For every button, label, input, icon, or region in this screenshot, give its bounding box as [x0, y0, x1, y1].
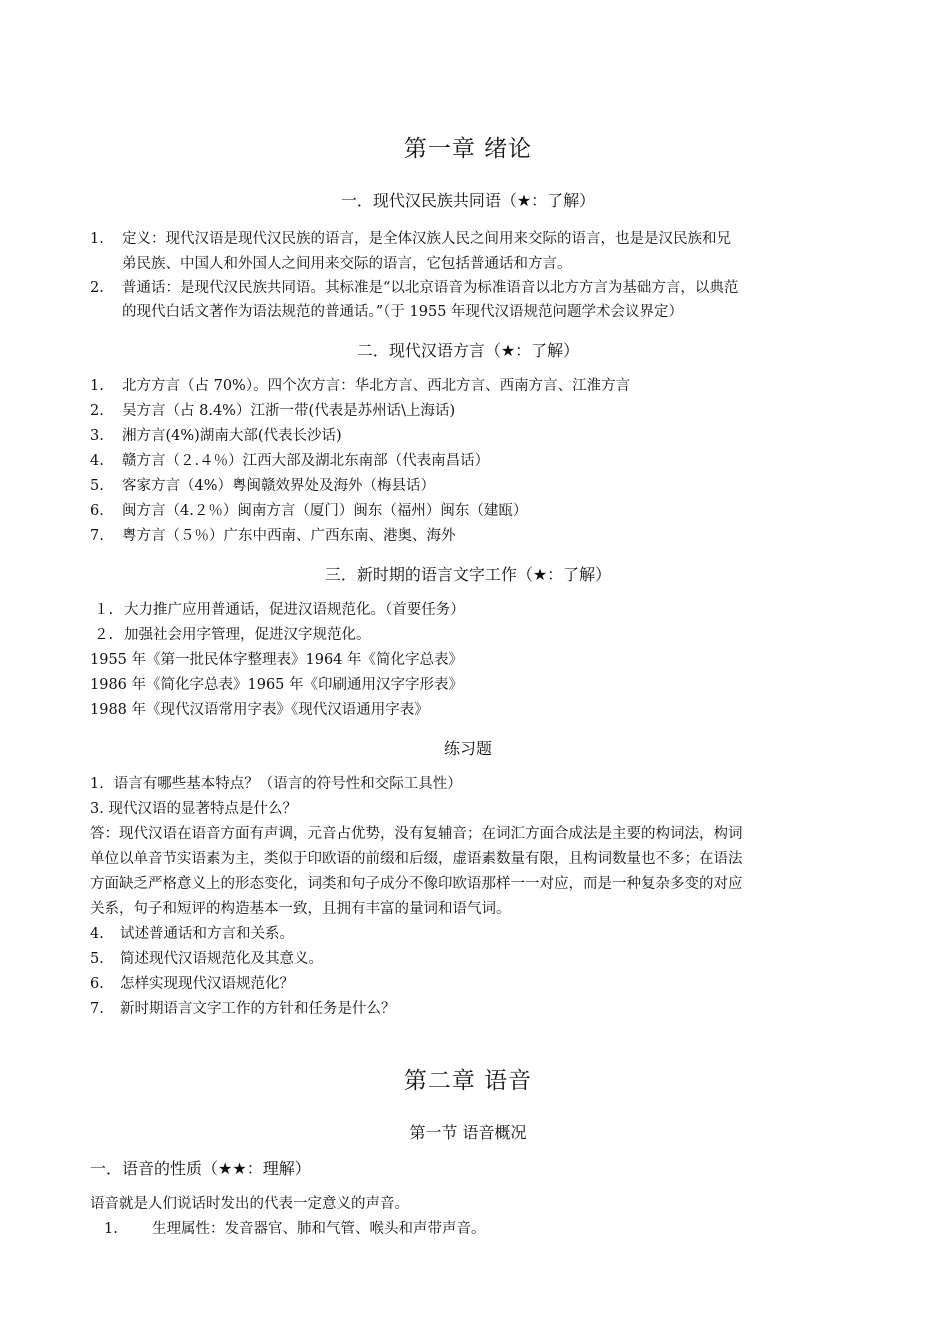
item-number: ２. — [94, 627, 114, 643]
item-text: 普通话：是现代汉民族共同语。其标准是“以北京语音为标准语音以北方方言为基础方言，以典范 — [122, 280, 739, 296]
chapter-1-title: 第一章 绪论 — [403, 136, 533, 162]
item-number: 6. — [90, 976, 104, 992]
item-number: 1. — [90, 231, 104, 247]
item-number: 7. — [90, 528, 104, 544]
item-number: 5. — [90, 478, 104, 494]
intro-text: 语音就是人们说话时发出的代表一定意义的声音。 — [90, 1196, 409, 1212]
item-number: 1. — [104, 1221, 118, 1237]
item-continuation: 的现代白话文著作为语法规范的普通话。”（于 1955 年现代汉语规范问题学术会议界定） — [122, 304, 684, 320]
item-number: 2. — [90, 280, 104, 296]
list-item — [94, 623, 371, 648]
list-item — [90, 449, 489, 474]
subsection-title: 一．语音的性质（★★：理解） — [90, 1159, 311, 1178]
list-item — [104, 1217, 486, 1242]
item-number: 4. — [90, 453, 104, 469]
item-text: 定义：现代汉语是现代汉民族的语言，是全体汉族人民之间用来交际的语言，也是是汉民族和兄 — [122, 231, 731, 247]
exercise-question — [90, 972, 294, 997]
item-text: 闽方言（4.２％）闽南方言（厦门）闽东（福州）闽东（建瓯） — [122, 503, 528, 519]
item-text: 简述现代汉语规范化及其意义。 — [120, 951, 323, 967]
item-number: 6. — [90, 503, 104, 519]
item-number: 7. — [90, 1001, 104, 1017]
list-item — [90, 424, 342, 449]
answer-line: 关系，句子和短评的构造基本一致，且拥有丰富的量词和语气词。 — [90, 901, 511, 917]
item-number: １. — [94, 602, 114, 618]
list-item — [90, 399, 455, 424]
item-number: 4. — [90, 926, 104, 942]
section-3-title: 三．新时期的语言文字工作（★：了解） — [324, 565, 612, 584]
list-item — [90, 227, 731, 252]
answer-line: 答：现代汉语在语音方面有声调，元音占优势，没有复辅音；在词汇方面合成法是主要的构词法，构词 — [90, 826, 743, 842]
list-item — [90, 276, 738, 301]
item-number: 5. — [90, 951, 104, 967]
list-item — [90, 474, 435, 499]
item-text: 客家方言（4%）粤闽赣效界处及海外（梅县话） — [122, 478, 436, 494]
exercise-question — [90, 947, 323, 972]
item-continuation: 弟民族、中国人和外国人之间用来交际的语言，它包括普通话和方言。 — [122, 256, 572, 272]
note-line: 1988 年《现代汉语常用字表》《现代汉语通用字表》 — [90, 702, 429, 718]
list-item — [94, 598, 465, 623]
note-line: 1986 年《简化字总表》1965 年《印刷通用汉字字形表》 — [90, 677, 464, 693]
item-text: 试述普通话和方言和关系。 — [120, 926, 294, 942]
item-text: 加强社会用字管理，促进汉字规范化。 — [124, 627, 371, 643]
item-number: 3. — [90, 428, 104, 444]
item-text: 赣方言（２.４％）江西大部及湖北东南部（代表南昌话） — [122, 453, 490, 469]
item-text: 粤方言（５％）广东中西南、广西东南、港奥、海外 — [122, 528, 456, 544]
item-text: 吴方言（占 8.4%）江浙一带(代表是苏州话\上海话) — [122, 403, 456, 419]
item-number: 1. — [90, 378, 104, 394]
exercise-question — [90, 997, 396, 1022]
list-item — [90, 374, 630, 399]
exercise-question — [90, 922, 294, 947]
answer-line: 方面缺乏严格意义上的形态变化，词类和句子成分不像印欧语那样一一对应，而是一种复杂多变的对应 — [90, 876, 743, 892]
exercise-question: 1．语言有哪些基本特点？（语言的符号性和交际工具性） — [90, 776, 462, 792]
list-item — [90, 499, 527, 524]
note-line: 1955 年《第一批民体字整理表》1964 年《简化字总表》 — [90, 652, 464, 668]
item-number: 2. — [90, 403, 104, 419]
answer-line: 单位以单音节实语素为主，类似于印欧语的前缀和后缀，虚语素数量有限，且构词数量也不多；在语法 — [90, 851, 743, 867]
exercises-title: 练习题 — [443, 739, 492, 758]
item-text: 湘方言(4%)湖南大部(代表长沙话) — [122, 428, 342, 444]
section-1-title: 一．现代汉民族共同语（★：了解） — [340, 191, 596, 210]
list-item — [90, 524, 456, 549]
item-text: 生理属性：发音器官、肺和气管、喉头和声带声音。 — [152, 1221, 486, 1237]
exercise-question: 3. 现代汉语的显著特点是什么？ — [90, 801, 297, 817]
item-text: 北方方言（占 70%）。四个次方言：华北方言、西北方言、西南方言、江淮方言 — [122, 378, 631, 394]
item-text: 大力推广应用普通话，促进汉语规范化。（首要任务） — [124, 602, 465, 618]
item-text: 怎样实现现代汉语规范化？ — [120, 976, 294, 992]
item-text: 新时期语言文字工作的方针和任务是什么？ — [120, 1001, 396, 1017]
section-title: 第一节 语音概况 — [409, 1123, 527, 1142]
section-2-title: 二．现代汉语方言（★：了解） — [356, 341, 580, 360]
chapter-2-title: 第二章 语音 — [403, 1068, 533, 1094]
